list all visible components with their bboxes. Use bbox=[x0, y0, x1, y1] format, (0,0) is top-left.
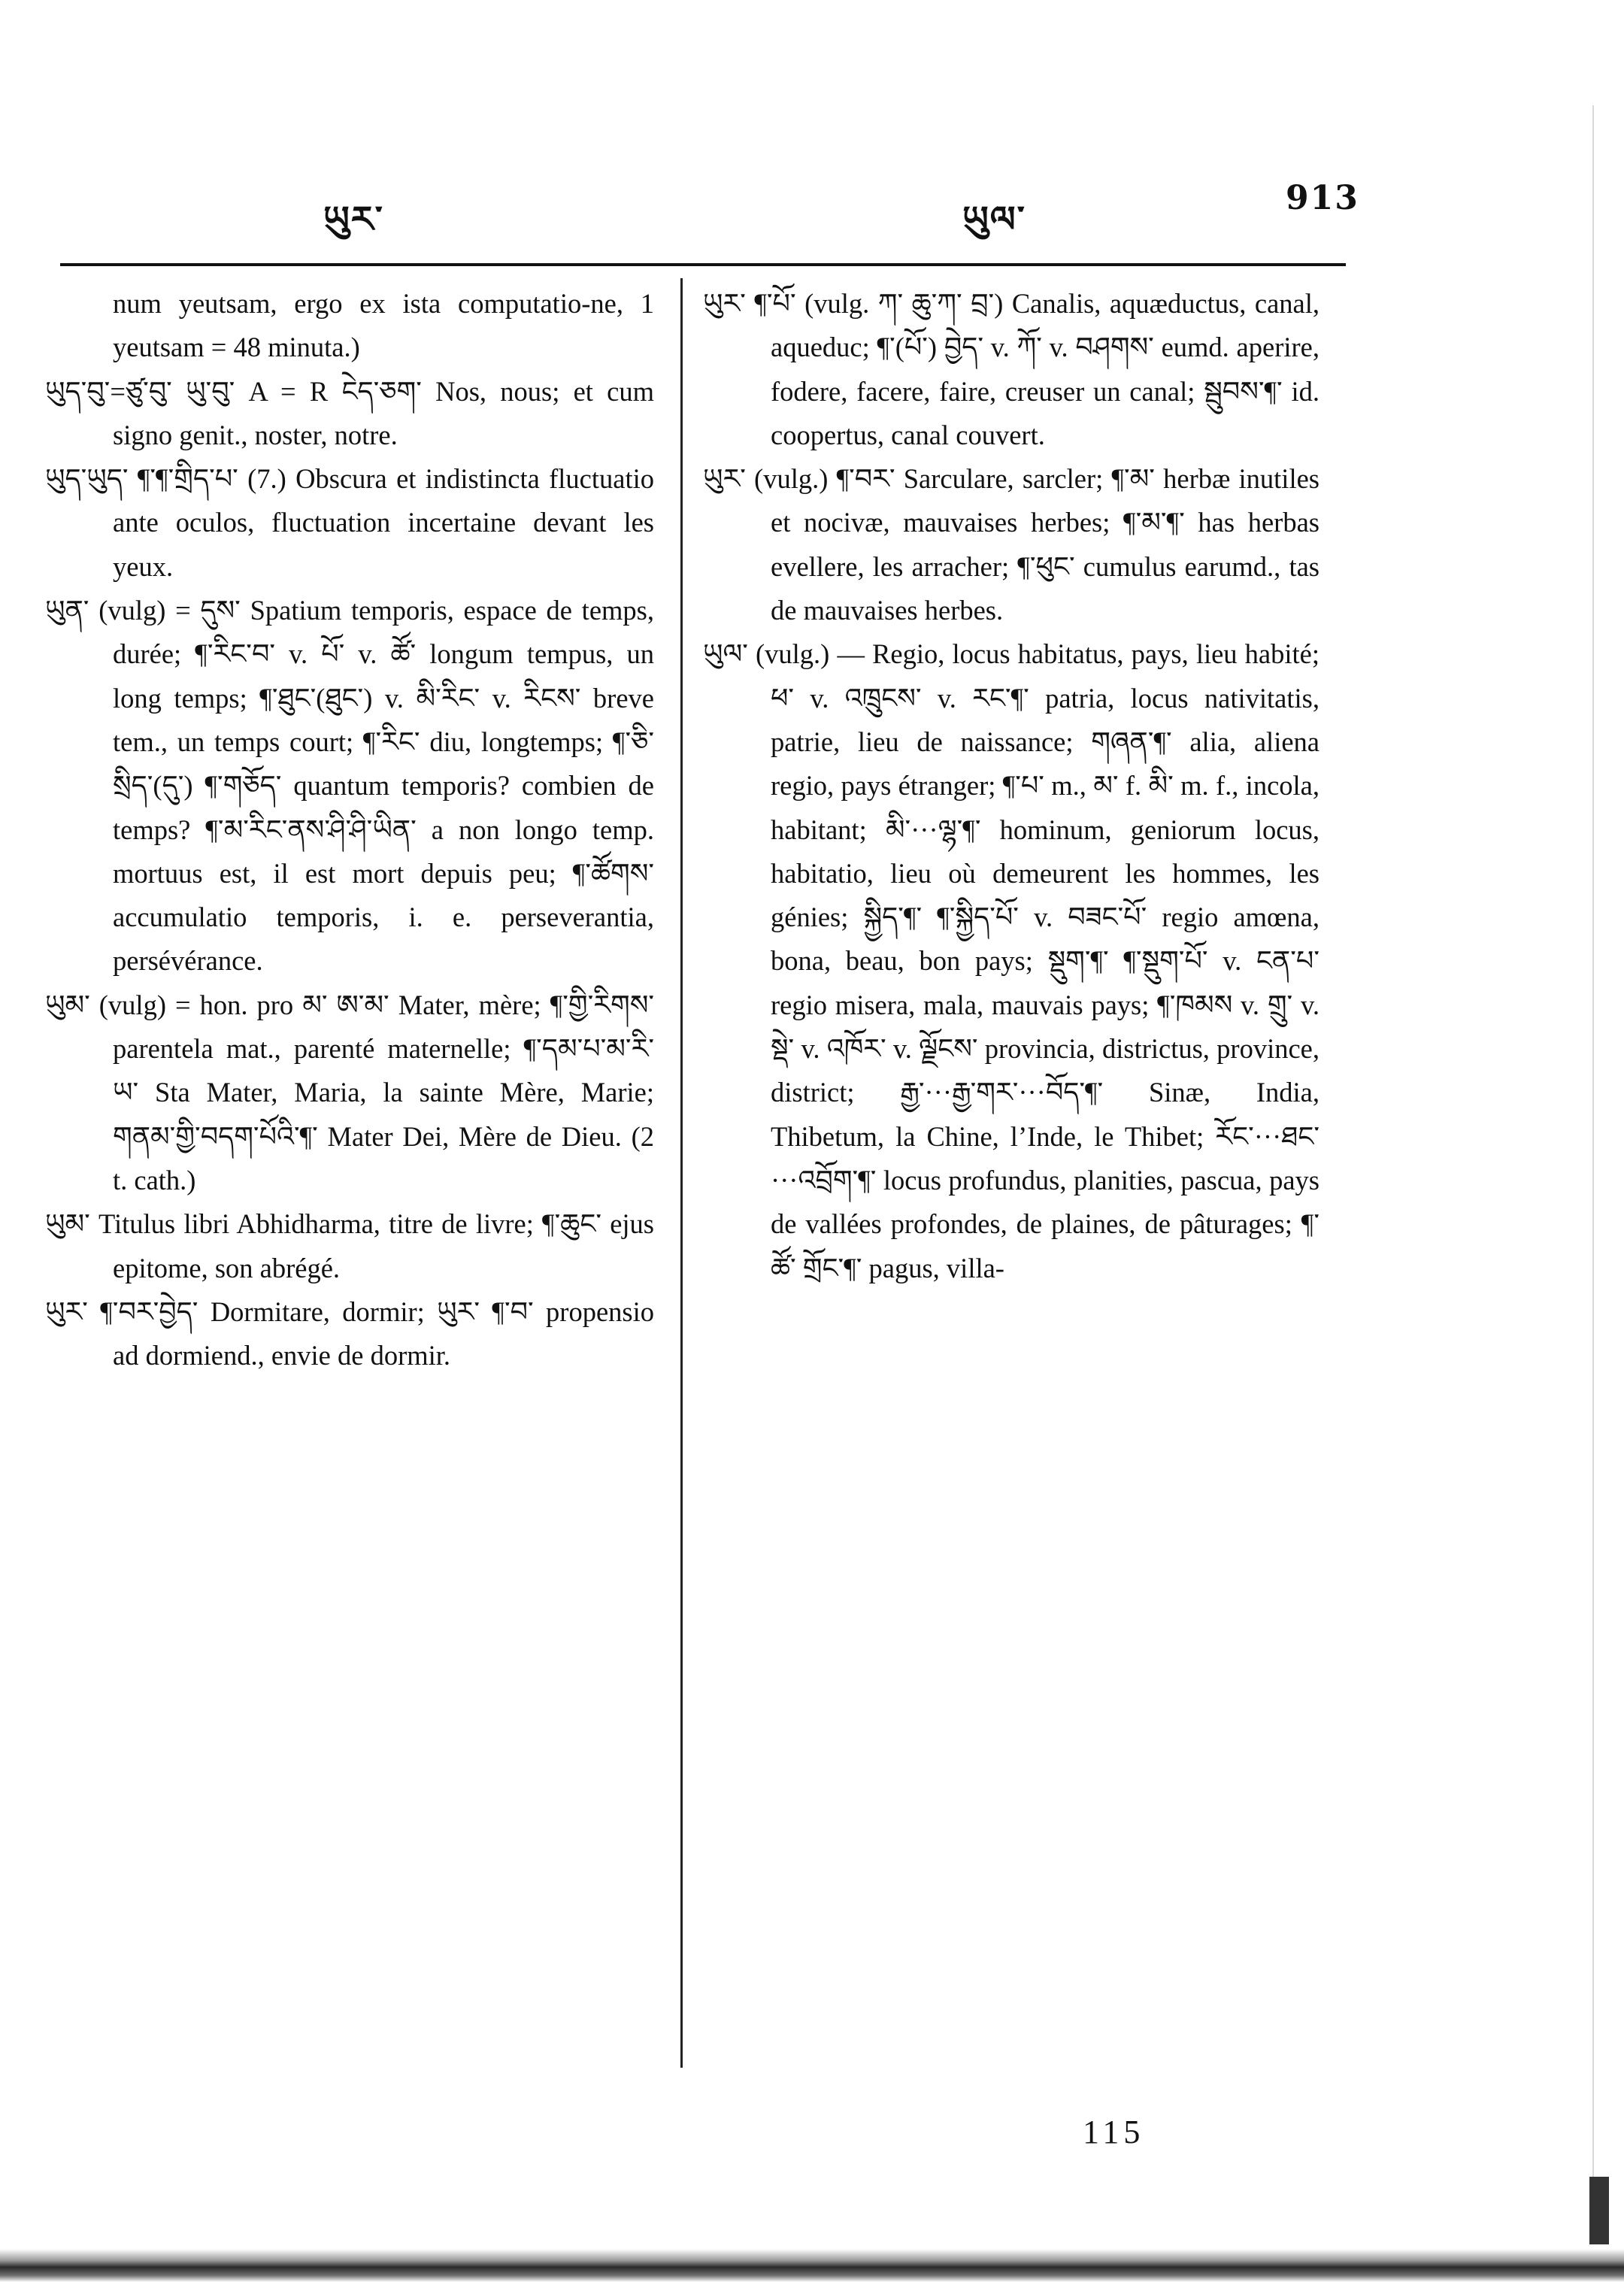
entry: ཡུན་ (vulg) = དུས་ Spatium temporis, espace de temps, durée; ¶་རིང་བ་ v. པོ་ v. ཚོ་ longum tempus, un long temps; ¶་ཐུང་(ཐུང་) v. མི་རིང་ v. རིངས་ breve tem., un temps court; ¶་རིང་ diu, longtemps; ¶་ཅི་སྲིད་(དུ་) ¶་གཅོད་ quantum temporis? combien de temps? ¶་མ་རིང་ནས་ཤི་ཤི་ཡིན་ a non longo temp. mortuus est, il est mort depuis peu; ¶་ཚོགས་ accumulatio temporis, i. e. perseverantia, persévérance. bbox=[45, 595, 654, 977]
scan-corner-mark bbox=[1589, 2177, 1609, 2244]
entry: ཡུར་ ¶་བར་བྱེད་ Dormitare, dormir; ཡུར་ ¶་བ་ propensio ad dormiend., envie de dormir. bbox=[45, 1296, 654, 1371]
entry-continuation: num yeutsam, ergo ex ista computatio-ne, 1 yeutsam = 48 minuta.) bbox=[113, 288, 654, 363]
column-divider bbox=[680, 278, 683, 2068]
page-number: 115 bbox=[1083, 2114, 1145, 2150]
running-head-left: ཡུར་ bbox=[323, 199, 384, 241]
right-column bbox=[703, 282, 1320, 1290]
header-rule bbox=[60, 263, 1346, 266]
left-column bbox=[45, 282, 654, 1377]
folio-number: 913 bbox=[1286, 179, 1359, 217]
running-head-right: ཡུལ་ bbox=[962, 199, 1026, 241]
entry: ཡུལ་ (vulg.) — Regio, locus habitatus, pays, lieu habité; ཕ་ v. འཁྲུངས་ v. རང་¶་ patria, locus nativitatis, patrie, lieu de naissance; གཞན་¶་ alia, aliena regio, pays étranger; ¶་པ་ m., མ་ f. མི་ m. f., incola, habitant; མི་···ལྷ་¶་ hominum, geniorum locus, habitatio, lieu où demeurent les hommes, les génies; སྐྱིད་¶་ ¶་སྐྱིད་པོ་ v. བཟང་པོ་ regio amœna, bona, beau, bon pays; སྡུག་¶་ ¶་སྡུག་པོ་ v. ངན་པ་ regio misera, mala, mauvais pays; ¶་ཁམས v. གྲུ་ v. སྡེ་ v. འཁོར་ v. ལྗོངས་ provincia, districtus, province, district; རྒྱ་···རྒྱ་གར་···བོད་¶་ Sinæ, India, Thibetum, la Chine, l’Inde, le Thibet; རོང་···ཐང་···འབྲོག་¶་ locus profundus, planities, pascua, pays de vallées profondes, de plaines, de pâturages; ¶་ཚོ་ གྲོང་¶་ pagus, villa- bbox=[703, 638, 1320, 1283]
entry: ཡུམ་ (vulg) = hon. pro མ་ ཨ་མ་ Mater, mère; ¶་གྱི་རིགས་ parentela mat., parenté maternelle; ¶་དམ་པ་མ་རི་ཡ་ Sta Mater, Maria, la sainte Mère, Marie; གནམ་གྱི་བདག་པོའི་¶་ Mater Dei, Mère de Dieu. (2 t. cath.) bbox=[45, 989, 654, 1196]
entry: ཡུད་བུ་=ཙུ་བུ་ ཡུ་བུ་ A = R ངེད་ཅག་ Nos, nous; et cum signo genit., noster, notre. bbox=[45, 375, 654, 450]
entry: ཡུད་ཡུད་ ¶་¶་གྲིད་པ་ (7.) Obscura et indistincta fluctuatio ante oculos, fluctuation incertaine devant les yeux. bbox=[45, 463, 654, 582]
entry: ཡུར་ ¶་པོ་ (vulg. ཀ་ ཆུ་ཀ་ བྲ་) Canalis, aquæductus, canal, aqueduc; ¶་(པོ་) བྱེད་ v. ཀོ་ v. བཤགས་ eumd. aperire, fodere, facere, faire, creuser un canal; སྦུབས་¶་ id. coopertus, canal couvert. bbox=[703, 288, 1320, 450]
entry: ཡུར་ (vulg.) ¶་བར་ Sarculare, sarcler; ¶་མ་ herbæ inutiles et nocivæ, mauvaises herbes; ¶་མ་¶་ has herbas evellere, les arracher; ¶་ཕུང་ cumulus earumd., tas de mauvaises herbes. bbox=[703, 463, 1320, 626]
scan-edge-line bbox=[1592, 105, 1594, 2196]
entry: ཡུམ་ Titulus libri Abhidharma, titre de livre; ¶་ཆུང་ ejus epitome, son abrégé. bbox=[45, 1208, 654, 1283]
scan-bottom-edge bbox=[0, 2249, 1624, 2282]
